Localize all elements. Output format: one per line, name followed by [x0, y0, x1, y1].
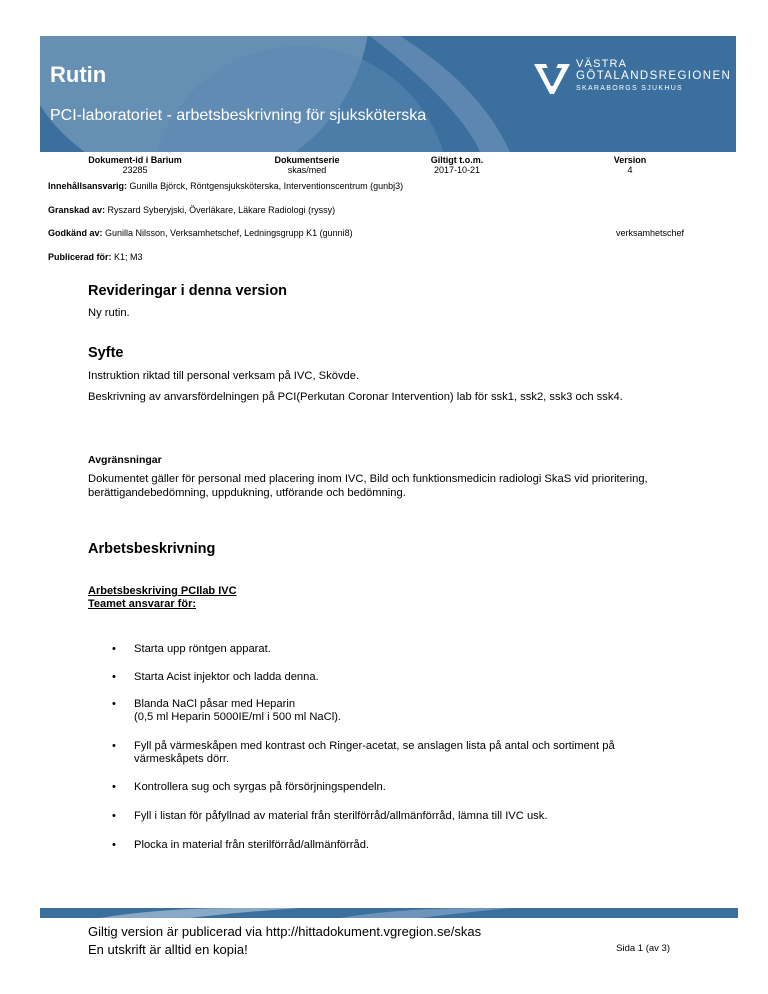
approved-label: Godkänd av: [48, 228, 103, 238]
valid-label: Giltigt t.o.m. [430, 155, 484, 165]
content-owner-line [48, 181, 403, 191]
reviewed-line [48, 205, 335, 215]
valid-block [412, 155, 502, 175]
reviewed-label: Granskad av: [48, 205, 106, 215]
logo-line3: SKARABORGS SJUKHUS [576, 85, 684, 92]
bullet-icon: • [112, 671, 116, 683]
work-subheading-1: Arbetsbeskriving PCIlab IVC [88, 585, 237, 597]
purpose-heading: Syfte [88, 345, 124, 361]
version-label: Version [613, 155, 647, 165]
doc-id-block [80, 155, 190, 175]
approved-value: Gunilla Nilsson, Verksamhetschef, Ledningsgrupp K1 (gunni8) [105, 228, 353, 238]
version-value: 4 [627, 165, 633, 175]
document-title: PCI-laboratoriet - arbetsbeskrivning för sjuksköterska [50, 107, 427, 124]
page-number: Sida 1 (av 3) [616, 943, 670, 954]
published-value: K1; M3 [114, 252, 143, 262]
doc-id-label: Dokument-id i Barium [88, 155, 182, 165]
approved-role: verksamhetschef [615, 228, 684, 238]
approved-line [48, 228, 353, 238]
work-heading: Arbetsbeskrivning [88, 541, 216, 557]
revisions-heading: Revideringar i denna version [88, 283, 288, 299]
series-value: skas/med [287, 165, 327, 175]
purpose-paragraph-1: Instruktion riktad till personal verksam på IVC, Skövde. [88, 370, 360, 382]
series-block [262, 155, 352, 175]
revisions-text: Ny rutin. [88, 307, 130, 319]
vgr-logo-icon [532, 58, 572, 98]
scope-text: Dokumentet gäller för personal med placering inom IVC, Bild och funktionsmedicin radiologi SkaS vid prioritering, berättigandebedömning, uppdukning, utförande och bedömning. [88, 473, 648, 499]
logo-line1: VÄSTRA [576, 58, 628, 70]
footer-line-1: Giltig version är publicerad via http://hittadokument.vgregion.se/skas [88, 924, 482, 939]
logo-line2: GÖTALANDSREGIONEN [576, 70, 732, 82]
content-owner-value: Gunilla Björck, Röntgensjuksköterska, Interventionscentrum (gunbj3) [129, 181, 404, 191]
published-label: Publicerad för: [48, 252, 112, 262]
doc-id-value: 23285 [122, 165, 148, 175]
series-label: Dokumentserie [274, 155, 340, 165]
bullet-icon: • [112, 643, 116, 655]
work-subheading-2: Teamet ansvarar för: [88, 598, 197, 610]
header-banner [40, 36, 736, 152]
bullet-icon: • [112, 698, 116, 710]
reviewed-value: Ryszard Syberyjski, Överläkare, Läkare Radiologi (ryssy) [107, 205, 336, 215]
footer-line-2: En utskrift är alltid en kopia! [88, 942, 248, 957]
footer-bar [40, 908, 738, 918]
bullet-icon: • [112, 839, 116, 851]
bullet-icon: • [112, 810, 116, 822]
published-line [48, 252, 143, 262]
scope-heading: Avgränsningar [88, 454, 162, 466]
version-block [600, 155, 660, 175]
bullet-icon: • [112, 740, 116, 752]
purpose-paragraph-2: Beskrivning av anvarsfördelningen på PCI(Perkutan Coronar Intervention) lab för ssk1, ssk2, ssk3 och ssk4. [88, 391, 623, 403]
vgr-logo [532, 58, 732, 102]
content-owner-label: Innehållsansvarig: [48, 181, 128, 191]
valid-value: 2017-10-21 [433, 165, 481, 175]
bullet-icon: • [112, 781, 116, 793]
document-type-title: Rutin [50, 62, 107, 87]
